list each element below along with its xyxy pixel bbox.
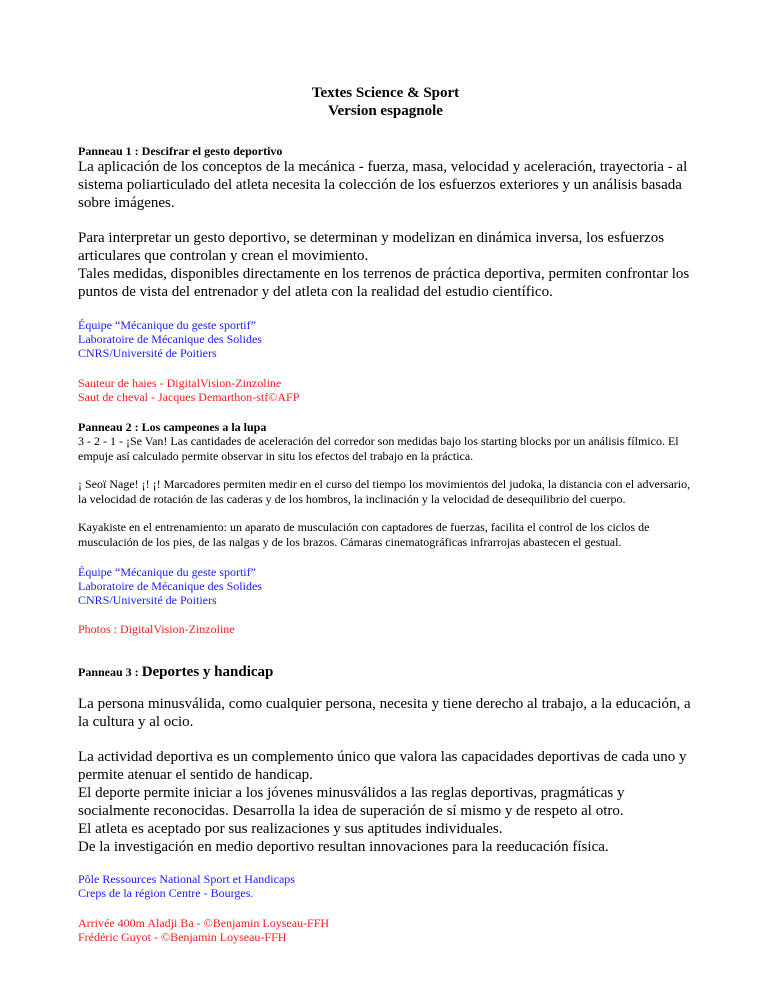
panel-1-photo-credit-1: Sauteur de haies - DigitalVision-Zinzoline bbox=[78, 376, 282, 390]
panel-2-paragraph-3: Kayakiste en el entrenamiento: un aparato de musculación con captadores de fuerzas, facilita el control de los ciclos de musculación de los pies, de las nalgas y de los brazos. Cámaras cinematográficas infrarrojas abastecen el gestual. bbox=[78, 520, 650, 549]
panel-1-credits-lab bbox=[78, 318, 693, 360]
document-title bbox=[78, 84, 693, 120]
panel-2-credit-laboratory: Laboratoire de Mécanique des Solides bbox=[78, 579, 262, 593]
panel-1-credit-university: CNRS/Université de Poitiers bbox=[78, 346, 217, 360]
panel-2-photo-credit: Photos : DigitalVision-Zinzoline bbox=[78, 622, 235, 636]
panel-1-label: Panneau 1 : Descifrar el gesto deportivo bbox=[78, 144, 283, 158]
panel-1-photo-credit-2: Saut de cheval - Jacques Demarthon-stf©AFP bbox=[78, 390, 300, 404]
title-line-1: Textes Science & Sport bbox=[311, 85, 460, 101]
panel-2 bbox=[78, 420, 693, 636]
panel-3-photo-credit-1: Arrivée 400m Aladji Ba - ©Benjamin Loyseau-FFH bbox=[78, 916, 330, 930]
panel-1-credits-photos bbox=[78, 376, 693, 404]
panel-3-credit-pole: Pôle Ressources National Sport et Handicaps bbox=[78, 872, 295, 886]
panel-1-credit-team: Équipe “Mécanique du geste sportif” bbox=[78, 318, 256, 332]
panel-2-credits-lab bbox=[78, 565, 693, 607]
panel-1-paragraph-1: La aplicación de los conceptos de la mecánica - fuerza, masa, velocidad y aceleración, trayectoria - al sistema poliarticulado del atleta necesita la colección de los esfuerzos exteriores y un análisis basada sobre imágenes. bbox=[78, 159, 688, 211]
panel-3-paragraph-2d: De la investigación en medio deportivo resultan innovaciones para la reeducación física. bbox=[78, 839, 609, 855]
panel-3-photo-credit-2: Frédéric Guyot - ©Benjamin Loyseau-FFH bbox=[78, 930, 287, 944]
panel-1-credit-laboratory: Laboratoire de Mécanique des Solides bbox=[78, 332, 262, 346]
title-line-2: Version espagnole bbox=[328, 103, 443, 119]
panel-3-label-title: Deportes y handicap bbox=[141, 664, 274, 680]
panel-2-paragraph-2: ¡ Seoï Nage! ¡! ¡! Marcadores permiten medir en el curso del tiempo los movimientos del judoka, la distancia con el adversario, la velocidad de rotación de las caderas y de los hombros, la inclinación y la velocidad de desequilibrio del cuerpo. bbox=[78, 477, 691, 506]
panel-2-credit-university: CNRS/Université de Poitiers bbox=[78, 593, 217, 607]
panel-3-credit-creps: Creps de la région Centre - Bourges. bbox=[78, 886, 254, 900]
panel-3-paragraph-2a: La actividad deportiva es un complemento único que valora las capacidades deportivas de cada uno y permite atenuar el sentido de handicap. bbox=[78, 749, 687, 783]
panel-1-paragraph-2b: Tales medidas, disponibles directamente en los terrenos de práctica deportiva, permiten confrontar los puntos de vista del entrenador y del atleta con la realidad del estudio científico. bbox=[78, 266, 690, 300]
panel-3-label bbox=[78, 665, 693, 679]
panel-3-credits-photos bbox=[78, 916, 693, 944]
panel-2-label: Panneau 2 : Los campeones a la lupa bbox=[78, 420, 267, 434]
document-page bbox=[78, 84, 693, 944]
panel-3-credits-lab bbox=[78, 872, 693, 900]
panel-2-credits-photos bbox=[78, 622, 693, 636]
panel-3-paragraph-1: La persona minusválida, como cualquier persona, necesita y tiene derecho al trabajo, a la educación, a la cultura y al ocio. bbox=[78, 696, 691, 730]
panel-3-paragraph-2c: El atleta es aceptado por sus realizaciones y sus aptitudes individuales. bbox=[78, 821, 503, 837]
panel-3-paragraph-2 bbox=[78, 748, 693, 856]
panel-3-paragraph-2b: El deporte permite iniciar a los jóvenes minusválidos a las reglas deportivas, pragmáticas y socialmente reconocidas. Desarrolla la idea de superación de sí mismo y de respeto al otro. bbox=[78, 785, 625, 819]
panel-3 bbox=[78, 665, 693, 944]
panel-2-paragraph-1: 3 - 2 - 1 - ¡Se Van! Las cantidades de aceleración del corredor son medidas bajo los starting blocks por un análisis fílmico. El empuje así calculado permite observar in situ los efectos del trabajo en la práctica. bbox=[78, 434, 679, 463]
panel-1 bbox=[78, 144, 693, 404]
panel-2-credit-team: Équipe “Mécanique du geste sportif” bbox=[78, 565, 256, 579]
panel-3-label-prefix: Panneau 3 : bbox=[78, 665, 142, 679]
panel-1-paragraph-2a: Para interpretar un gesto deportivo, se determinan y modelizan en dinámica inversa, los esfuerzos articulares que controlan y crean el movimiento. bbox=[78, 230, 665, 264]
